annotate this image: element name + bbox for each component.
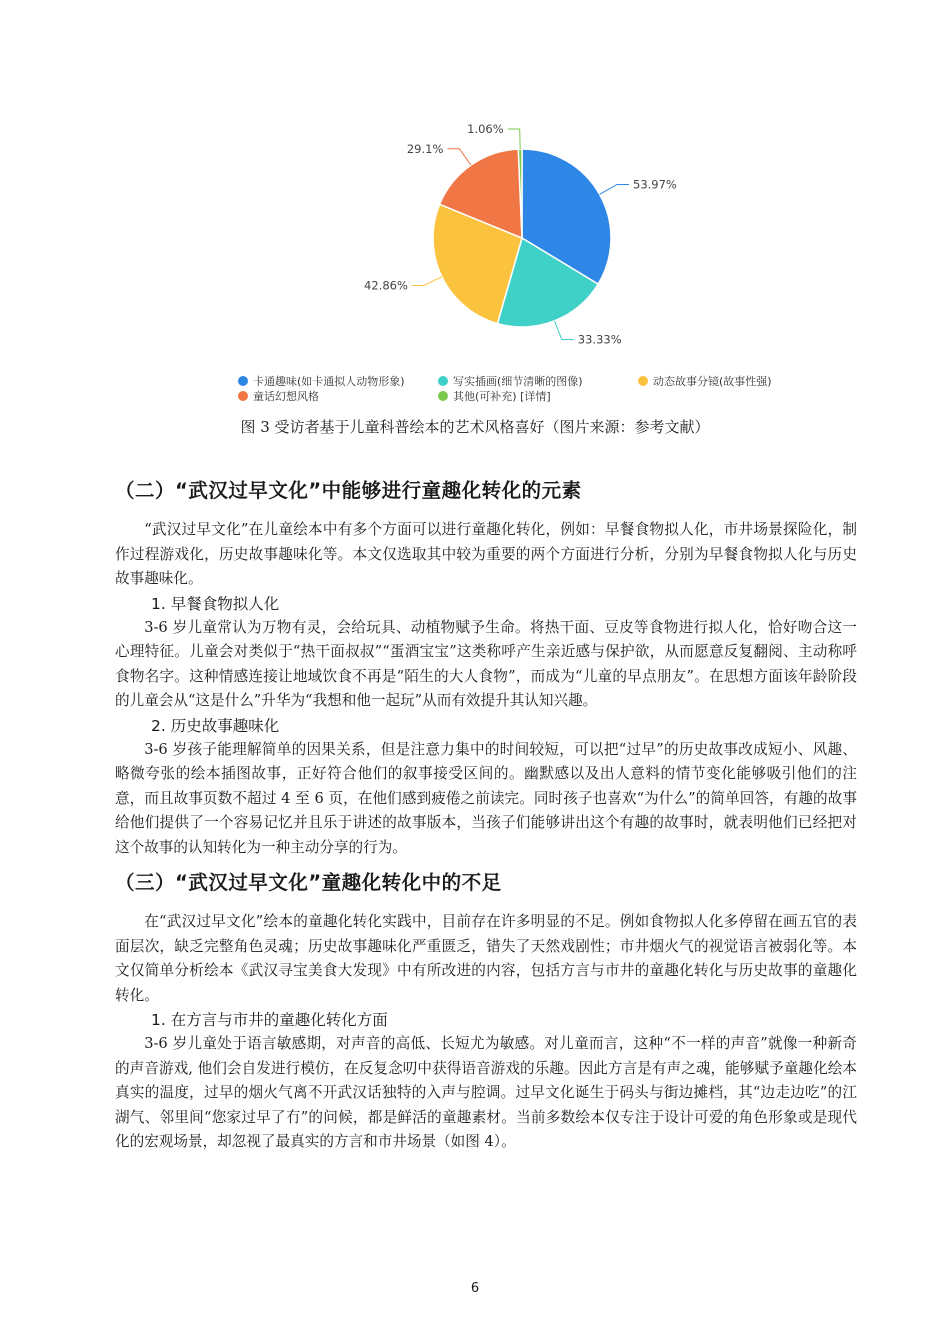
pie-slices [433, 149, 611, 327]
pie-leader-line [412, 277, 442, 286]
pie-value-label: 33.33% [577, 332, 622, 347]
subsection-heading-2-2: 2. 历史故事趣味化 [151, 716, 280, 735]
pie-leader-line [508, 129, 521, 149]
subsection-2-2-text: 3-6 岁孩子能理解简单的因果关系，但是注意力集中的时间较短，可以把“过早”的历史故事改成短小、风趣、略微夸张的绘本插图故事，正好符合他们的叙事接受区间的。幽默感以及出人意料的情节变化能够吸引他们的注意，而且故事页数不超过 4 至 6 页，在他们感到疲倦之前读完。同时孩子也喜欢“为什么”的简单回答，有趣的故事给他们提供了一个容易记忆并且乐于讲述的故事版本，当孩子们能够讲出这个有趣的故事时，就表明他们已经把对这个故事的认知转化为一种主动分享的行为。 [115, 740, 857, 856]
subsection-heading-3-1: 1. 在方言与市井的童趣化转化方面 [151, 1011, 388, 1029]
legend-label: 写实插画(细节清晰的图像) [453, 375, 583, 388]
page-number: 6 [470, 1281, 480, 1296]
section-heading-3: （三）“武汉过早文化”童趣化转化中的不足 [115, 871, 502, 894]
subsection-heading-2-1: 1. 早餐食物拟人化 [151, 594, 280, 613]
article-body [115, 474, 857, 1155]
legend-label: 童话幻想风格 [253, 390, 319, 403]
legend-marker [438, 376, 448, 386]
pie-leader-line [447, 149, 471, 165]
pie-leader-line [555, 321, 574, 340]
figure-caption: 图 3 受访者基于儿童科普绘本的艺术风格喜好（图片来源：参考文献） [240, 418, 710, 436]
subsection-3-1-text: 3-6 岁儿童处于语言敏感期，对声音的高低、长短尤为敏感。对儿童而言，这种“不一样的声音”就像一种新奇的声音游戏, 他们会自发进行模仿，在反复念叨中获得语音游戏的乐趣。因此方言是有声之魂，能够赋予童趣化绘本真实的温度，过早的烟火气离不开武汉话独特的入声与腔调。过早文化诞生于码头与街边摊档，其“边走边吃”的江湖气、邻里间“您家过早了冇”的问候，都是鲜活的童趣素材。当前多数绘本仅专注于设计可爱的角色形象或是现代化的宏观场景，却忽视了最真实的方言和市井场景（如图 4）。 [115, 1035, 857, 1150]
pie-value-label: 53.97% [633, 177, 677, 192]
legend-marker [238, 391, 248, 401]
legend-marker [438, 391, 448, 401]
section-2-intro: “武汉过早文化”在儿童绘本中有多个方面可以进行童趣化转化，例如：早餐食物拟人化，市井场景探险化，制作过程游戏化，历史故事趣味化等。本文仅选取其中较为重要的两个方面进行分析，分别为早餐食物拟人化与历史故事趣味化。 [115, 521, 857, 587]
legend-marker [638, 376, 648, 386]
pie-legend [238, 374, 772, 403]
legend-label: 其他(可补充) [详情] [453, 390, 551, 403]
pie-value-label: 1.06% [467, 122, 504, 136]
pie-chart-figure [0, 0, 950, 410]
legend-label: 动态故事分镜(故事性强) [653, 375, 772, 388]
section-3-intro: 在“武汉过早文化”绘本的童趣化转化实践中，目前存在许多明显的不足。例如食物拟人化多停留在画五官的表面层次，缺乏完整角色灵魂；历史故事趣味化严重匮乏，错失了天然戏剧性；市井烟火气的视觉语言被弱化等。本文仅简单分析绘本《武汉寻宝美食大发现》中有所改进的内容，包括方言与市井的童趣化转化与历史故事的童趣化转化。 [115, 913, 857, 1004]
legend-label: 卡通趣味(如卡通拟人动物形象) [253, 375, 405, 388]
pie-value-label: 42.86% [364, 278, 408, 293]
legend-marker [238, 376, 248, 386]
subsection-2-1-text: 3-6 岁儿童常认为万物有灵，会给玩具、动植物赋予生命。将热干面、豆皮等食物进行拟人化，恰好吻合这一心理特征。儿童会对类似于“热干面叔叔”“蛋酒宝宝”这类称呼产生亲近感与保护欲，从而愿意反复翻阅、主动称呼食物名字。这种情感连接让地域饮食不再是“陌生的大人食物”，而成为“儿童的早点朋友”。在思想方面该年龄阶段的儿童会从“这是什么”升华为“我想和他一起玩”从而有效提升其认知兴趣。 [115, 618, 857, 709]
pie-value-label: 29.1% [406, 141, 444, 156]
section-heading-2: （二）“武汉过早文化”中能够进行童趣化转化的元素 [115, 479, 582, 502]
pie-leader-line [600, 185, 630, 195]
